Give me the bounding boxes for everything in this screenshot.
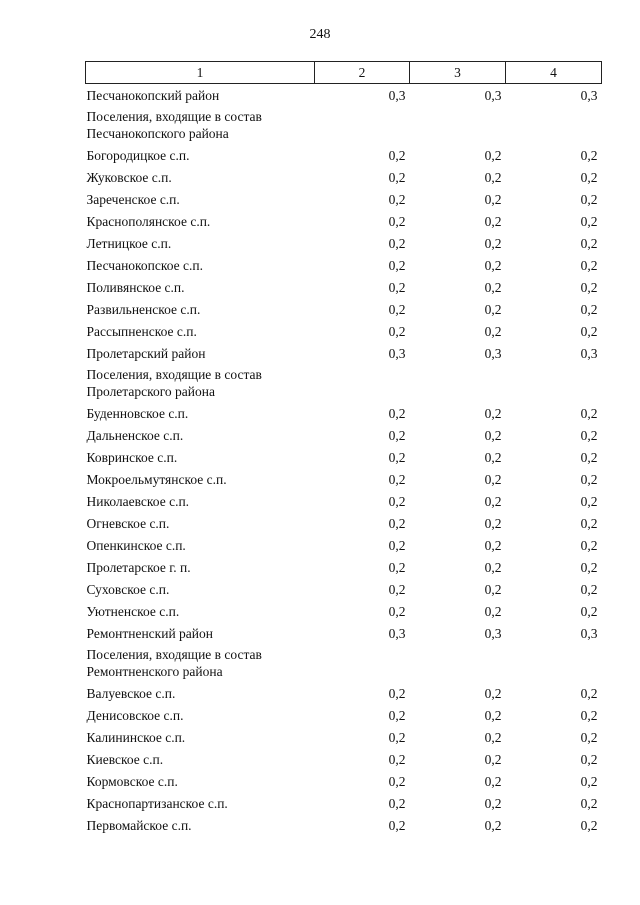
row-name: Летницкое с.п.: [86, 235, 172, 251]
table-row: [86, 770, 602, 792]
row-value-col2: 0,2: [388, 795, 406, 811]
table-row: [86, 814, 602, 836]
row-value-col2: 0,2: [388, 191, 406, 207]
row-value-col2: 0,2: [388, 603, 406, 619]
row-value-col2: 0,2: [388, 729, 406, 745]
row-value-col3: 0,2: [484, 405, 502, 421]
row-value-col2: 0,2: [388, 279, 406, 295]
row-name: Дальненское с.п.: [86, 427, 184, 443]
row-value-col3: 0,2: [484, 257, 502, 273]
table-row: [86, 578, 602, 600]
row-name: Мокроельмутянское с.п.: [86, 471, 227, 487]
row-value-col3: 0,2: [484, 603, 502, 619]
row-value-col2: 0,2: [388, 147, 406, 163]
header-row: [86, 62, 602, 84]
row-name: Пролетарский район: [86, 345, 206, 361]
row-value-col4: 0,2: [580, 559, 598, 575]
table-row: [86, 298, 602, 320]
row-name: Зареченское с.п.: [86, 191, 180, 207]
row-value-col3: 0,2: [484, 707, 502, 723]
row-value-col3: 0,2: [484, 537, 502, 553]
row-name: Уютненское с.п.: [86, 603, 180, 619]
row-name: Поселения, входящие в состав Пролетарского района: [86, 367, 262, 399]
row-value-col2: 0,2: [388, 515, 406, 531]
group-caption-row: [86, 644, 602, 682]
group-caption-row: [86, 106, 602, 144]
row-value-col2: [315, 106, 410, 144]
row-value-col4: [506, 364, 602, 402]
row-value-col2: 0,2: [388, 323, 406, 339]
row-value-col4: [506, 106, 602, 144]
row-name: Развильненское с.п.: [86, 301, 201, 317]
row-value-col2: 0,2: [388, 427, 406, 443]
table-row: [86, 468, 602, 490]
row-value-col4: 0,2: [580, 537, 598, 553]
row-value-col4: 0,2: [580, 235, 598, 251]
table-row: [86, 534, 602, 556]
row-value-col3: 0,2: [484, 471, 502, 487]
row-name: Суховское с.п.: [86, 581, 170, 597]
row-name: Богородицкое с.п.: [86, 147, 190, 163]
table-row: [86, 512, 602, 534]
row-value-col2: 0,2: [388, 169, 406, 185]
table-row: [86, 704, 602, 726]
row-value-col3: 0,2: [484, 147, 502, 163]
row-name: Киевское с.п.: [86, 751, 164, 767]
row-name: Краснопартизанское с.п.: [86, 795, 228, 811]
row-value-col3: [410, 106, 506, 144]
row-value-col2: 0,2: [388, 537, 406, 553]
row-value-col3: 0,2: [484, 581, 502, 597]
row-value-col3: 0,2: [484, 559, 502, 575]
row-value-col2: 0,2: [388, 559, 406, 575]
group-caption-row: [86, 364, 602, 402]
table-row: [86, 748, 602, 770]
row-value-col2: 0,2: [388, 817, 406, 833]
row-name: Валуевское с.п.: [86, 685, 176, 701]
row-value-col3: 0,3: [484, 345, 502, 361]
row-value-col2: 0,2: [388, 751, 406, 767]
table-row: [86, 600, 602, 622]
row-name: Ремонтненский район: [86, 625, 213, 641]
row-value-col3: 0,2: [484, 191, 502, 207]
table-row: [86, 424, 602, 446]
row-name: Буденновское с.п.: [86, 405, 189, 421]
table-row: [86, 556, 602, 578]
table-row: [86, 254, 602, 276]
table-row: [86, 320, 602, 342]
row-value-col4: 0,2: [580, 773, 598, 789]
row-value-col2: [315, 644, 410, 682]
row-value-col3: 0,2: [484, 323, 502, 339]
row-value-col3: 0,3: [484, 87, 502, 103]
row-value-col3: 0,2: [484, 795, 502, 811]
row-value-col4: 0,2: [580, 191, 598, 207]
table-row: [86, 726, 602, 748]
row-value-col4: 0,2: [580, 147, 598, 163]
row-value-col4: 0,2: [580, 471, 598, 487]
row-name: Первомайское с.п.: [86, 817, 192, 833]
row-value-col2: 0,3: [388, 345, 406, 361]
column-header-4: 4: [506, 62, 602, 84]
row-value-col3: 0,2: [484, 279, 502, 295]
row-value-col3: [410, 644, 506, 682]
row-value-col2: 0,2: [388, 685, 406, 701]
table-row: [86, 188, 602, 210]
row-value-col2: 0,2: [388, 581, 406, 597]
row-value-col3: [410, 364, 506, 402]
row-name: Песчанокопский район: [86, 87, 220, 103]
row-value-col3: 0,2: [484, 235, 502, 251]
row-value-col4: 0,3: [580, 87, 598, 103]
row-value-col4: 0,2: [580, 493, 598, 509]
row-value-col4: 0,2: [580, 169, 598, 185]
row-value-col4: 0,2: [580, 301, 598, 317]
row-value-col2: 0,2: [388, 493, 406, 509]
row-name: Поселения, входящие в состав Песчанокопского района: [86, 109, 262, 141]
column-header-1: 1: [86, 62, 315, 84]
row-value-col4: 0,2: [580, 279, 598, 295]
row-value-col2: 0,2: [388, 257, 406, 273]
table-row: [86, 402, 602, 424]
row-value-col3: 0,3: [484, 625, 502, 641]
row-name: Песчанокопское с.п.: [86, 257, 204, 273]
row-name: Опенкинское с.п.: [86, 537, 186, 553]
row-value-col4: 0,3: [580, 625, 598, 641]
row-name: Калининское с.п.: [86, 729, 186, 745]
row-value-col4: 0,2: [580, 707, 598, 723]
row-value-col2: 0,2: [388, 301, 406, 317]
row-value-col2: 0,2: [388, 707, 406, 723]
row-value-col3: 0,2: [484, 515, 502, 531]
row-value-col4: 0,3: [580, 345, 598, 361]
row-value-col4: 0,2: [580, 817, 598, 833]
table-row: [86, 622, 602, 644]
row-value-col4: 0,2: [580, 515, 598, 531]
table-row: [86, 682, 602, 704]
row-name: Краснополянское с.п.: [86, 213, 211, 229]
row-value-col3: 0,2: [484, 817, 502, 833]
table-row: [86, 792, 602, 814]
row-value-col4: 0,2: [580, 427, 598, 443]
row-value-col3: 0,2: [484, 213, 502, 229]
row-value-col4: 0,2: [580, 685, 598, 701]
row-value-col2: 0,2: [388, 405, 406, 421]
table-row: [86, 84, 602, 107]
row-name: Огневское с.п.: [86, 515, 170, 531]
row-name: Кормовское с.п.: [86, 773, 178, 789]
row-value-col3: 0,2: [484, 169, 502, 185]
row-value-col3: 0,2: [484, 449, 502, 465]
row-name: Ковринское с.п.: [86, 449, 178, 465]
table-body: [86, 84, 602, 837]
row-value-col4: 0,2: [580, 323, 598, 339]
table-row: [86, 490, 602, 512]
row-value-col2: 0,2: [388, 773, 406, 789]
row-value-col4: 0,2: [580, 581, 598, 597]
row-value-col4: 0,2: [580, 795, 598, 811]
table-row: [86, 232, 602, 254]
row-name: Поливянское с.п.: [86, 279, 185, 295]
row-value-col4: 0,2: [580, 729, 598, 745]
table-row: [86, 342, 602, 364]
row-value-col3: 0,2: [484, 301, 502, 317]
row-name: Денисовское с.п.: [86, 707, 184, 723]
row-value-col3: 0,2: [484, 729, 502, 745]
row-value-col3: 0,2: [484, 493, 502, 509]
row-name: Николаевское с.п.: [86, 493, 190, 509]
row-value-col4: 0,2: [580, 213, 598, 229]
row-value-col4: [506, 644, 602, 682]
row-value-col2: 0,3: [388, 625, 406, 641]
row-value-col4: 0,2: [580, 257, 598, 273]
page-number: 248: [309, 27, 331, 42]
row-name: Пролетарское г. п.: [86, 559, 191, 575]
table-row: [86, 144, 602, 166]
row-value-col2: 0,2: [388, 235, 406, 251]
table-row: [86, 166, 602, 188]
row-value-col3: 0,2: [484, 773, 502, 789]
row-value-col3: 0,2: [484, 751, 502, 767]
row-value-col3: 0,2: [484, 427, 502, 443]
row-value-col2: [315, 364, 410, 402]
table-row: [86, 446, 602, 468]
row-value-col4: 0,2: [580, 405, 598, 421]
row-value-col2: 0,2: [388, 213, 406, 229]
row-value-col4: 0,2: [580, 751, 598, 767]
table-row: [86, 276, 602, 298]
table-header: [86, 62, 602, 84]
row-value-col2: 0,3: [388, 87, 406, 103]
row-value-col4: 0,2: [580, 449, 598, 465]
row-value-col2: 0,2: [388, 449, 406, 465]
row-value-col2: 0,2: [388, 471, 406, 487]
row-name: Жуковское с.п.: [86, 169, 172, 185]
row-name: Рассыпненское с.п.: [86, 323, 197, 339]
column-header-2: 2: [315, 62, 410, 84]
rates-table: [85, 61, 602, 836]
row-value-col3: 0,2: [484, 685, 502, 701]
table-row: [86, 210, 602, 232]
row-value-col4: 0,2: [580, 603, 598, 619]
row-name: Поселения, входящие в состав Ремонтненского района: [86, 647, 262, 679]
column-header-3: 3: [410, 62, 506, 84]
